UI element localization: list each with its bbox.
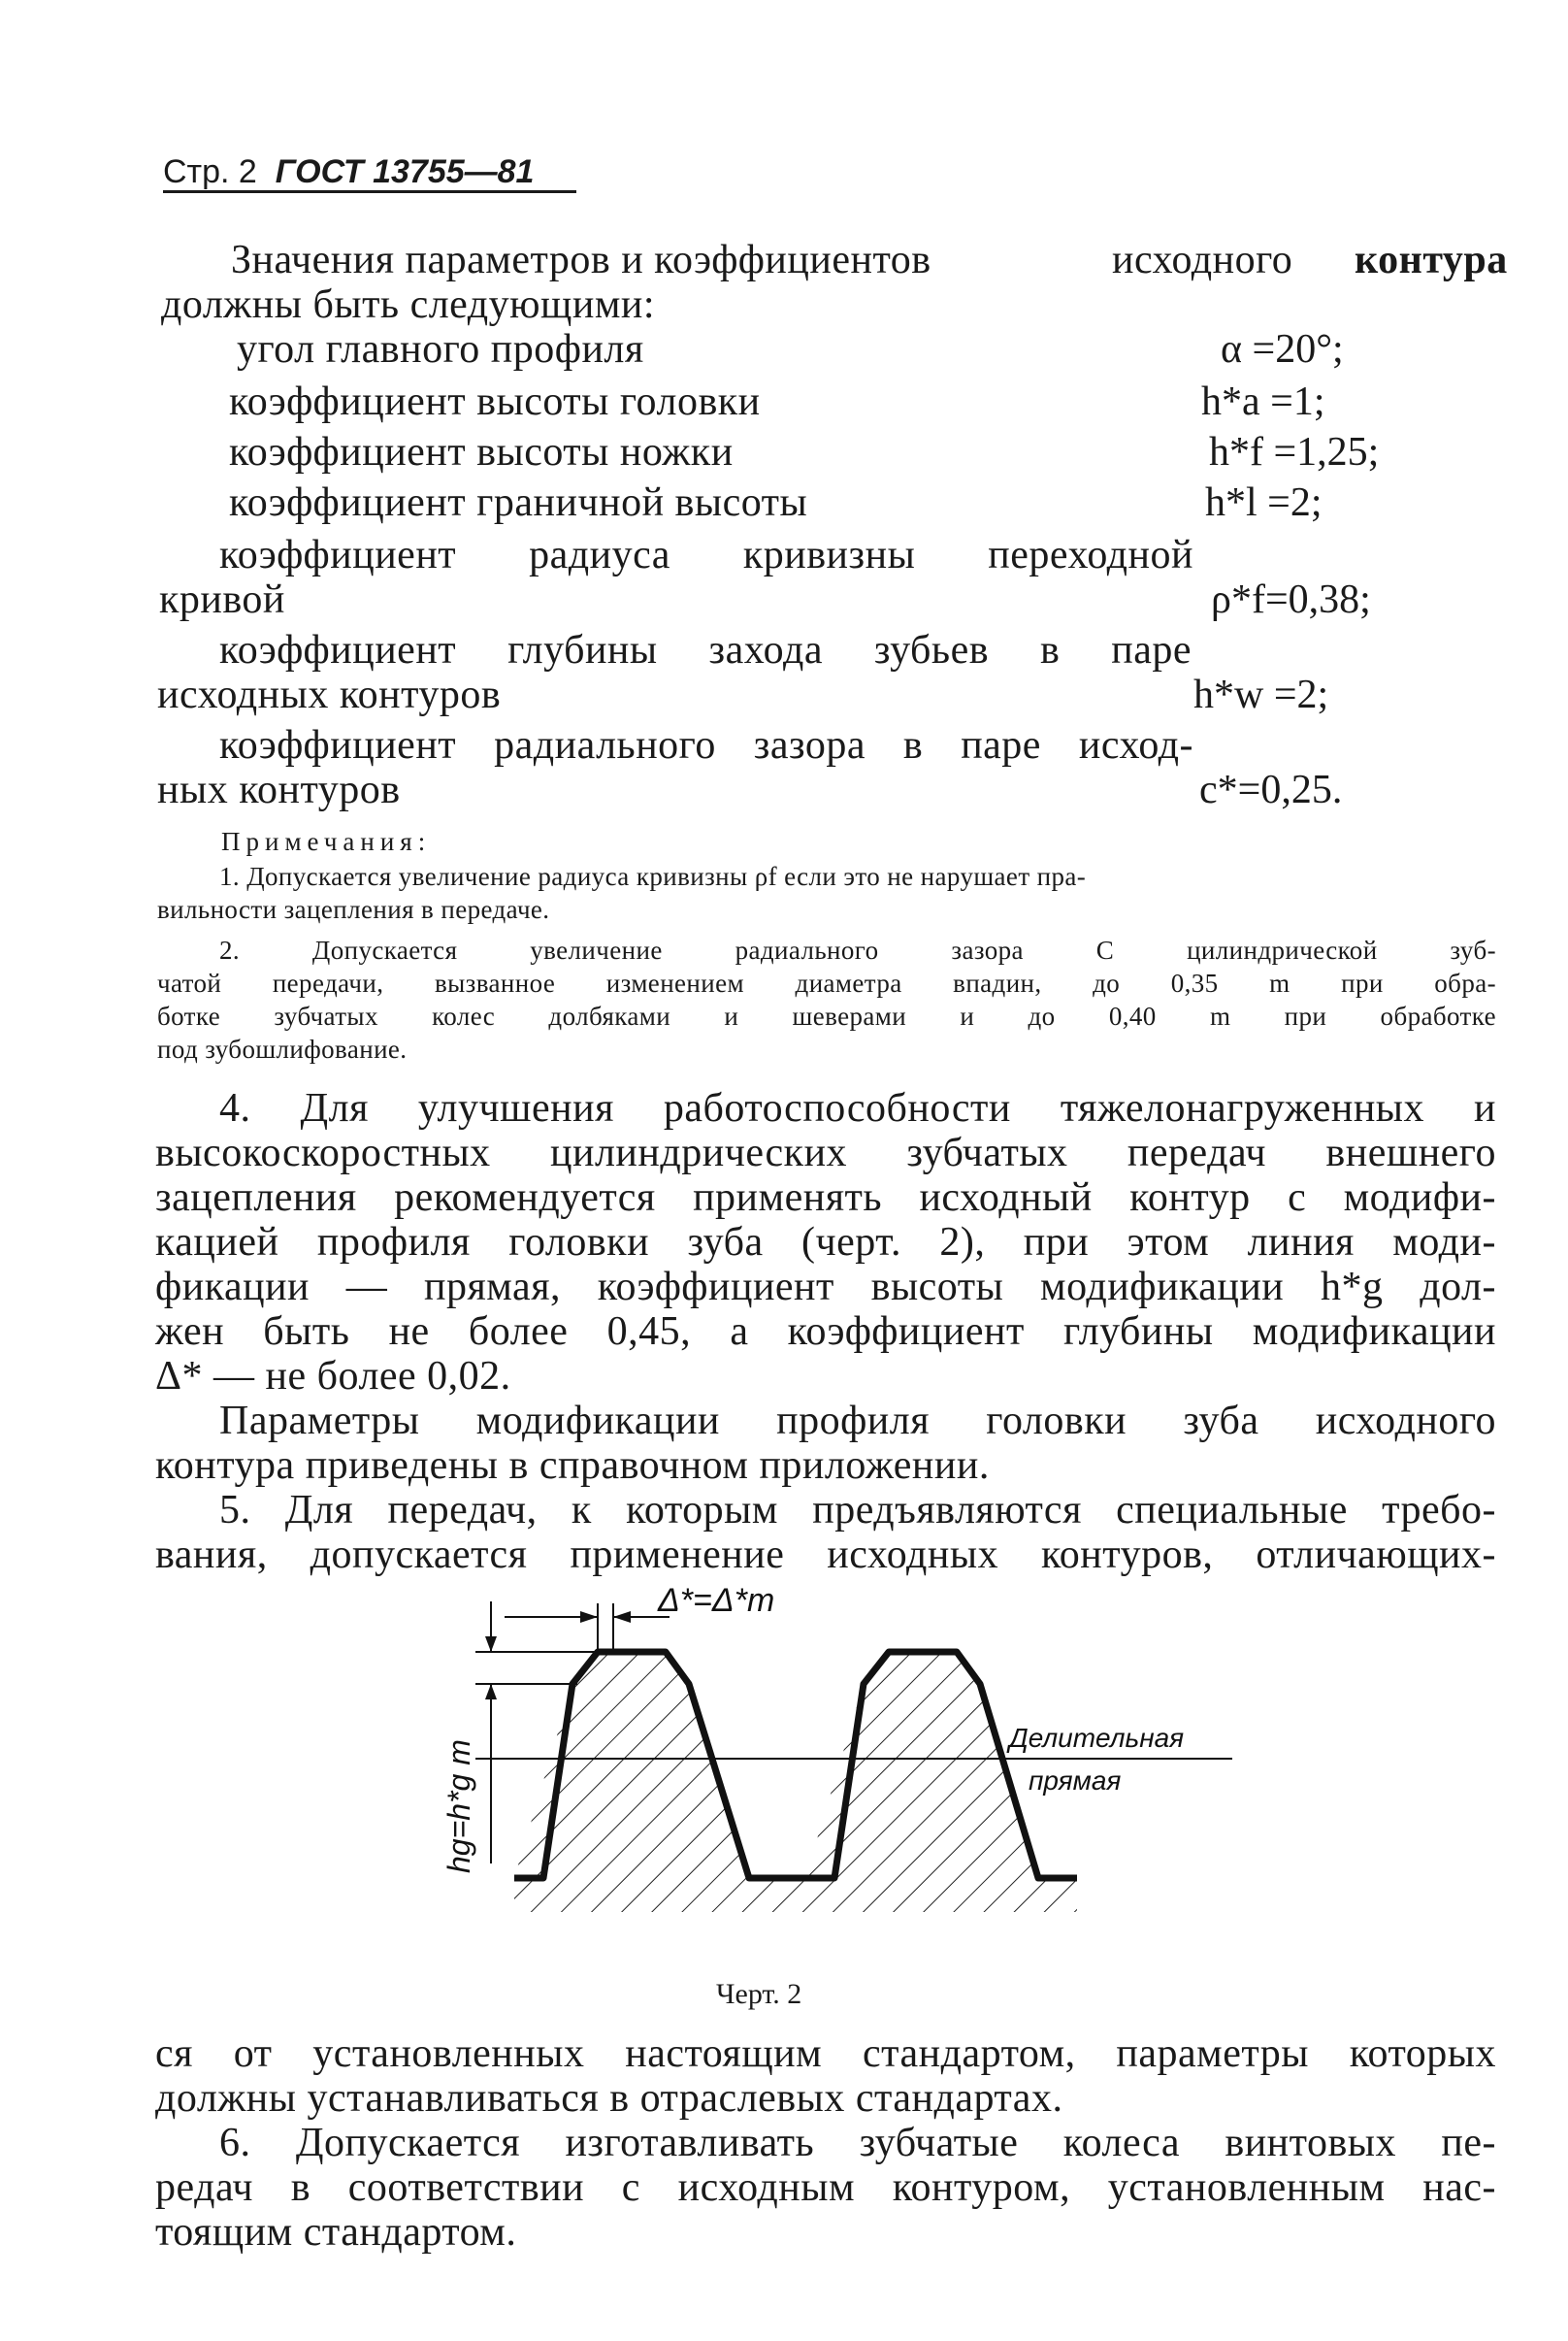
param-value-alpha: α =20°; (1221, 327, 1344, 372)
p6-line-2: редач в соответствии с исходным контуром, установленным нас- (155, 2165, 1496, 2210)
page-number: Стр. 2 (163, 153, 257, 190)
hg-arrow-bottom (485, 1684, 497, 1699)
p5c-line-1: ся от установленных настоящим стандартом, параметры которых (155, 2031, 1496, 2076)
param-value-c: c*=0,25. (1199, 768, 1343, 812)
note-2-line-2: чатой передачи, вызванное изменением диаметра впадин, до 0,35 m при обра- (157, 969, 1496, 998)
p4-line-6: жен быть не более 0,45, а коэффициент глубины модификации (155, 1309, 1496, 1354)
p4-line-3: зацепления рекомендуется применять исходный контур с модифи- (155, 1175, 1496, 1220)
p4b-line-2: контура приведены в справочном приложении. (155, 1443, 990, 1488)
hg-arrow-top (485, 1636, 497, 1652)
param-label-c-2: ных контуров (157, 768, 401, 812)
note-2-line-4: под зубошлифование. (157, 1035, 408, 1064)
delta-arrow-right (613, 1611, 631, 1623)
p6-line-1: 6. Допускается изготавливать зубчатые колеса винтовых пе- (219, 2121, 1496, 2165)
pitch-line-label-1: Делительная (1009, 1723, 1185, 1753)
p4b-line-1: Параметры модификации профиля головки зуба исходного (219, 1399, 1496, 1443)
p5c-line-2: должны устанавливаться в отраслевых стандартах. (155, 2076, 1063, 2121)
hg-label: hg=h*g m (441, 1739, 476, 1873)
header-rule (163, 190, 576, 193)
page-header (163, 153, 534, 191)
p5-line-1: 5. Для передач, к которым предъявляются специальные требо- (219, 1488, 1496, 1533)
note-1-line-1: 1. Допускается увеличение радиуса кривизны ρf если это не нарушает пра- (219, 862, 1087, 891)
param-label-alpha: угол главного профиля (237, 327, 644, 372)
param-value-hl: h*l =2; (1205, 480, 1323, 525)
param-value-hf: h*f =1,25; (1209, 430, 1380, 475)
p4-line-2: высокоскоростных цилиндрических зубчатых передач внешнего (155, 1131, 1496, 1175)
p4-line-7: Δ* — не более 0,02. (155, 1354, 511, 1399)
intro-line-1a: Значения параметров и коэффициентов (231, 238, 931, 282)
param-value-ha: h*a =1; (1201, 379, 1325, 424)
p6-line-3: тоящим стандартом. (155, 2210, 517, 2255)
delta-arrow-left (580, 1611, 598, 1623)
standard-code: ГОСТ 13755—81 (275, 153, 535, 190)
intro-line-1c: контура (1355, 238, 1508, 282)
notes-title: Примечания: (221, 827, 432, 856)
p4-line-4: кацией профиля головки зуба (черт. 2), при этом линия моди- (155, 1220, 1496, 1265)
delta-label: Δ*=Δ*m (658, 1582, 775, 1619)
param-label-hw-2: исходных контуров (157, 673, 502, 717)
param-value-rho: ρ*f=0,38; (1211, 577, 1371, 622)
param-label-rho-1: коэффициент радиуса кривизны переходной (219, 533, 1193, 577)
p5-line-2: вания, допускается применение исходных контуров, отличающих- (155, 1533, 1496, 1577)
note-2-line-1: 2. Допускается увеличение радиального зазора С цилиндрической зуб- (219, 936, 1496, 965)
param-value-hw: h*w =2; (1193, 673, 1329, 717)
intro-line-2: должны быть следующими: (161, 282, 656, 327)
note-1-line-2: вильности зацепления в передаче. (157, 895, 550, 924)
param-label-hw-1: коэффициент глубины захода зубьев в паре (219, 628, 1192, 673)
intro-line-1b: исходного (1112, 238, 1293, 282)
p4-line-1: 4. Для улучшения работоспособности тяжелонагруженных и (219, 1086, 1496, 1131)
param-label-c-1: коэффициент радиального зазора в паре исход- (219, 723, 1193, 768)
figure-caption: Черт. 2 (716, 1978, 802, 2010)
pitch-line-label-2: прямая (1029, 1765, 1122, 1796)
param-label-rho-2: кривой (159, 577, 285, 622)
param-label-hf: коэффициент высоты ножки (229, 430, 734, 475)
note-2-line-3: ботке зубчатых колес долбяками и шеверами и до 0,40 m при обработке (157, 1002, 1496, 1031)
p4-line-5: фикации — прямая, коэффициент высоты модификации h*g дол- (155, 1265, 1496, 1309)
param-label-ha: коэффициент высоты головки (229, 379, 761, 424)
param-label-hl: коэффициент граничной высоты (229, 480, 808, 525)
tooth-profile-figure (408, 1582, 1261, 1951)
